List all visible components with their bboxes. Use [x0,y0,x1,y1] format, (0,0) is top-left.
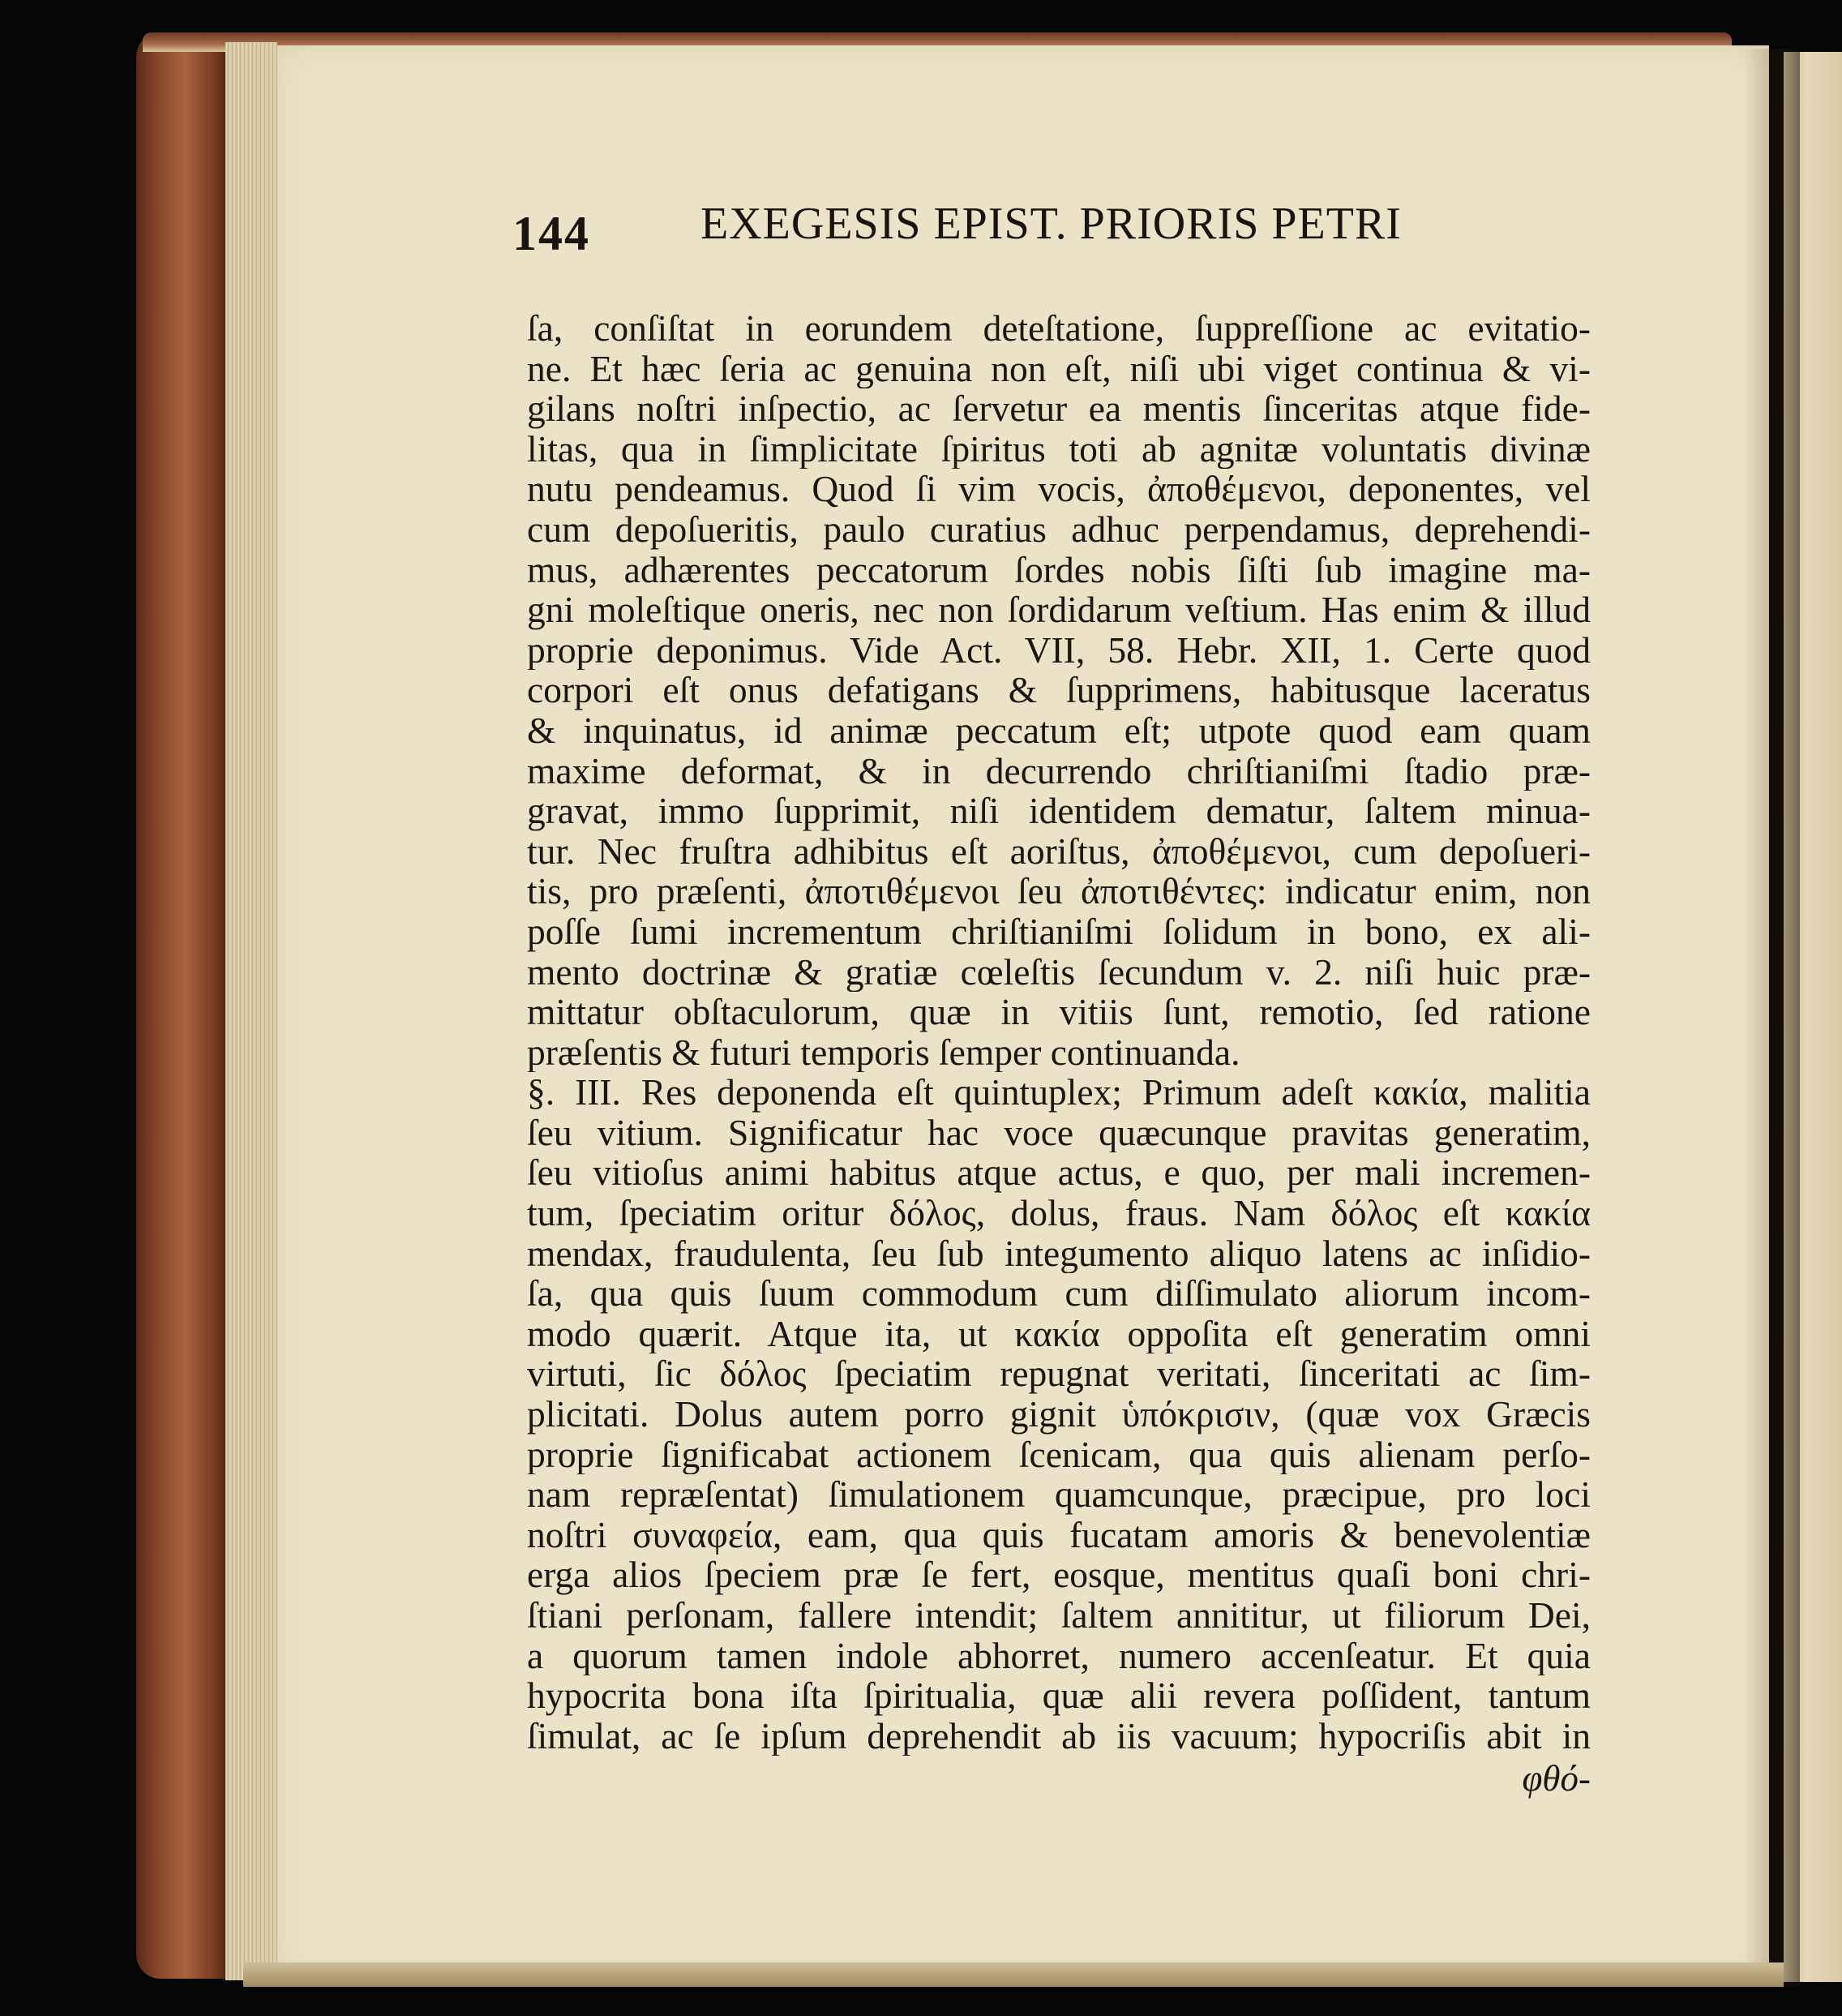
book-page [274,45,1769,1980]
text-line: nutu pendeamus. Quod ſi vim vocis, ἀποθέμενοι, deponentes, vel [527,469,1591,509]
text-line: cum depoſueritis, paulo curatius adhuc perpendamus, deprehendi- [527,508,1591,550]
text-line: gni moleſtique oneris, nec non ſordidarum veſtium. Has enim & illud [527,590,1591,630]
leather-binding [136,32,233,1979]
text-line: ſeu vitium. Significatur hac voce quæcunque pravitas generatim, [527,1112,1591,1153]
body-text [527,308,1591,1756]
text-line: proprie ſignificabat actionem ſcenicam, qua quis alienam perſo- [527,1434,1591,1475]
text-line: ſa, conſiſtat in eorundem deteſtatione, ſuppreſſione ac evitatio- [527,308,1591,349]
text-line: gilans noſtri inſpectio, ac ſervetur ea mentis ſinceritas atque fide- [527,388,1591,429]
text-line: ſeu vitioſus animi habitus atque actus, e quo, per mali incremen- [527,1152,1591,1194]
text-line: hypocrita bona iſta ſpiritualia, quæ alii revera poſſident, tantum [527,1675,1591,1716]
text-line: corpori eſt onus defatigans & ſupprimens, habitusque laceratus [527,670,1591,710]
text-line: §. III. Res deponenda eſt quintuplex; Primum adeſt κακία, malitia [527,1072,1591,1113]
text-line: maxime deformat, & in decurrendo chriſtianiſmi ſtadio præ- [527,750,1591,791]
text-line: mus, adhærentes peccatorum ſordes nobis ſiſti ſub imagine ma- [527,549,1591,590]
text-line: virtuti, ſic δόλος ſpeciatim repugnat veritati, ſinceritati ac ſim- [527,1353,1591,1395]
bottom-page-edge [243,1962,1784,1987]
text-line: gravat, immo ſupprimit, niſi identidem dematur, ſaltem minua- [527,791,1591,831]
running-title: EXEGESIS EPIST. PRIORIS PETRI [700,199,1402,249]
catchword: φθό- [1522,1758,1591,1799]
text-line: ſtiani perſonam, fallere intendit; ſaltem annititur, ut filiorum Dei, [527,1595,1591,1636]
text-line: litas, qua in ſimplicitate ſpiritus toti ab agnitæ voluntatis divinæ [527,428,1591,470]
text-line: ſimulat, ac ſe ipſum deprehendit ab iis vacuum; hypocriſis abit in [527,1715,1591,1756]
text-line: mendax, fraudulenta, ſeu ſub integumento aliquo latens ac inſidio- [527,1233,1591,1274]
text-line: mittatur obſtaculorum, quæ in vitiis ſunt, remotio, ſed ratione [527,992,1591,1032]
text-line: mento doctrinæ & gratiæ cœleſtis ſecundum v. 2. niſi huic præ- [527,951,1591,993]
text-block [512,149,1591,1799]
text-line: noſtri συναφεία, eam, qua quis fucatam amoris & benevolentiæ [527,1514,1591,1555]
text-line: ne. Et hæc ſeria ac genuina non eſt, niſi ubi viget continua & vi- [527,348,1591,389]
text-line: tur. Nec fruſtra adhibitus eſt aoriſtus, ἀποθέμενοι, cum depoſueri- [527,830,1591,872]
text-line: ſa, qua quis ſuum commodum cum diſſimulato aliorum incom- [527,1273,1591,1314]
gutter-shadow [1743,49,1800,1987]
text-line: a quorum tamen indole abhorret, numero accenſeatur. Et quia [527,1635,1591,1676]
page-number: 144 [512,207,590,260]
running-head [512,149,1591,260]
page-edges-stack [225,42,277,1980]
text-line: & inquinatus, id animæ peccatum eſt; utpote quod eam quam [527,710,1591,751]
text-line: nam repræſentat) ſimulationem quamcunque, præcipue, pro loci [527,1474,1591,1515]
text-line: tum, ſpeciatim oritur δόλος, dolus, fraus. Nam δόλος eſt κακία [527,1193,1591,1233]
text-line: erga alios ſpeciem præ ſe fert, eosque, mentitus quaſi boni chri- [527,1555,1591,1595]
text-line: tis, pro præſenti, ἀποτιθέμενοι ſeu ἀποτιθέντες: indicatur enim, non [527,871,1591,911]
text-line: præſentis & futuri temporis ſemper continuanda. [527,1032,1240,1073]
text-line: proprie deponimus. Vide Act. VII, 58. Hebr. XII, 1. Certe quod [527,629,1591,671]
text-line: modo quærit. Atque ita, ut κακία oppoſita eſt generatim omni [527,1313,1591,1354]
text-line: plicitati. Dolus autem porro gignit ὑπόκρισιν, (quæ vox Græcis [527,1394,1591,1435]
text-line: poſſe ſumi incrementum chriſtianiſmi ſolidum in bono, ex ali- [527,911,1591,952]
